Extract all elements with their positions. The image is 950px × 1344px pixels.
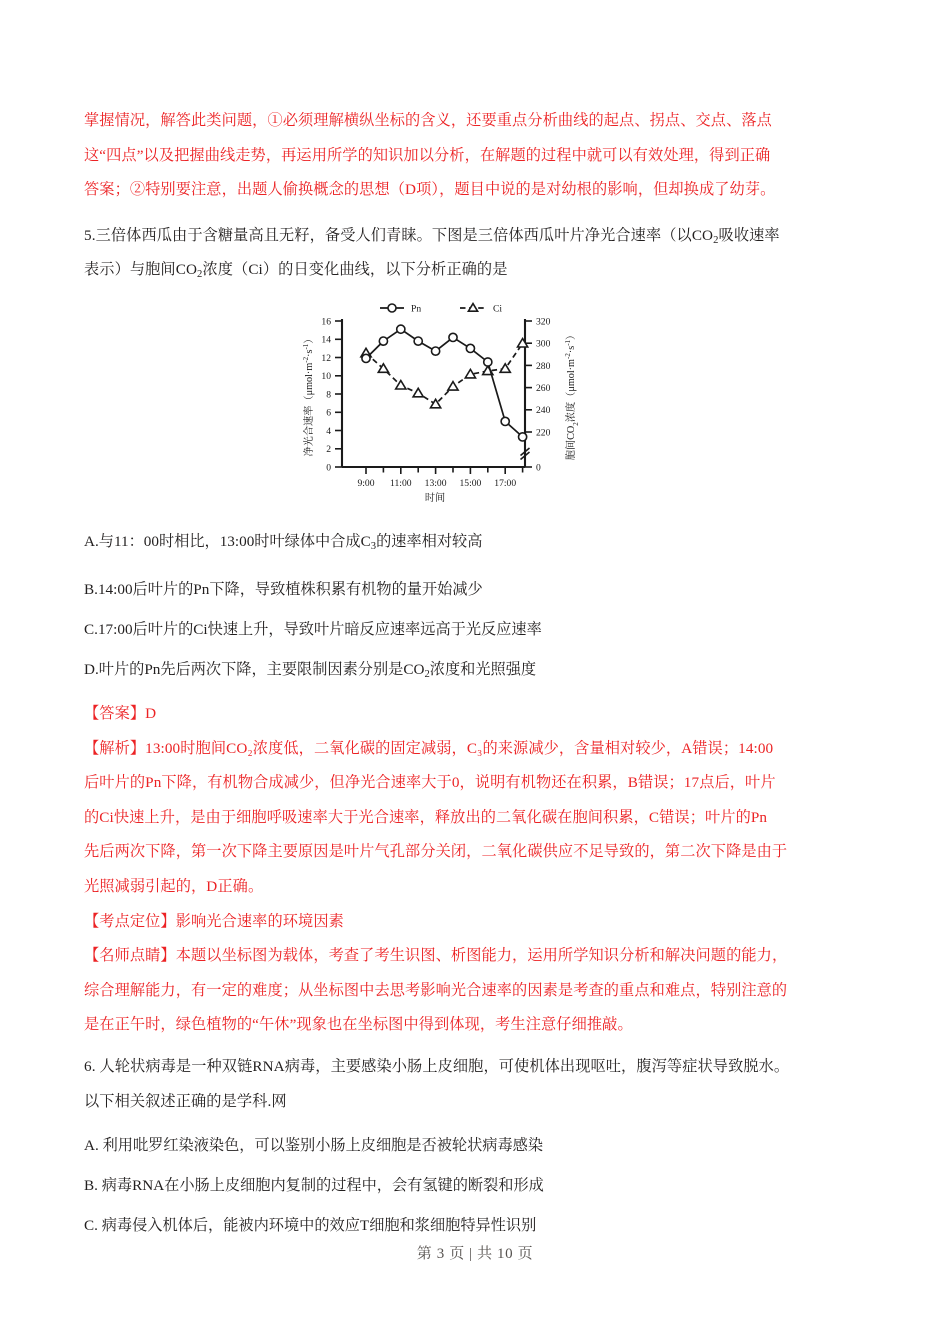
option-d-text-tail: 浓度和光照强度 <box>429 660 537 678</box>
option-d-label: D. <box>84 660 99 678</box>
q5-co2-formula: $CO_2$ <box>691 226 719 246</box>
question-5-kaodian <box>84 905 870 940</box>
mingshi-line-3: 是在正午时，绿色植物的“午休”现象也在坐标图中得到体现，考生注意仔细推敲。 <box>84 1016 633 1034</box>
option-c-text: 17:00后叶片的Ci快速上升，导致叶片暗反应速率远高于光反应速率 <box>97 620 542 638</box>
question-6-option-b <box>84 1166 870 1206</box>
svg-text:320: 320 <box>536 316 551 328</box>
svg-text:4: 4 <box>326 425 331 437</box>
x-axis-title: 时间 <box>424 492 446 504</box>
svg-text:2: 2 <box>326 444 331 456</box>
option-a-text: 与11：00时相比，13:00时叶绿体中合成C <box>98 532 371 550</box>
xtick-label: 13:00 <box>424 477 447 489</box>
svg-text:0: 0 <box>536 462 541 474</box>
chart-svg <box>280 295 592 507</box>
option-d-text: 叶片的Pn先后两次下降，主要限制因素分别是CO <box>98 660 425 678</box>
kaodian-text: 影响光合速率的环境因素 <box>175 912 344 930</box>
svg-text:240: 240 <box>536 405 551 417</box>
top-commentary-block <box>84 104 870 208</box>
kaodian-label: 【考点定位】 <box>84 912 176 930</box>
question-5-option-d <box>84 653 870 686</box>
q6-option-a-text: 利用吡罗红染液染色，可以鉴别小肠上皮细胞是否被轮状病毒感染 <box>102 1137 543 1155</box>
svg-text:16: 16 <box>321 316 331 328</box>
right-y-axis-title: 胞间$CO_2$浓度$(\mu mol\cdot m^{-2}\cdot s^{-1})$ <box>564 329 580 461</box>
question-6-stem-line-2: 以下相关叙述正确的是学科.网 <box>84 1092 287 1110</box>
xtick-label: 17:00 <box>494 477 517 489</box>
figure-container <box>84 295 870 507</box>
svg-text:220: 220 <box>536 427 551 439</box>
option-a-sub: 3 <box>370 540 377 552</box>
q6-option-c-text: 病毒侵入机体后，能被内环境中的效应T细胞和浆细胞特异性识别 <box>101 1217 537 1235</box>
question-5-mingshi <box>84 939 870 1043</box>
question-5-options <box>84 522 870 686</box>
option-c-label: C. <box>84 620 98 638</box>
left-y-axis-title: 净光合速率$(\mu mol\cdot m^{-2}\cdot s^{-1})$ <box>302 333 315 457</box>
commentary-line: 掌握情况，解答此类问题，①必须理解横纵坐标的含义，还要重点分析曲线的起点、拐点、交点、落点 <box>84 112 772 129</box>
option-b-text: 14:00后叶片的Pn下降，导致植株积累有机物的量开始减少 <box>97 580 483 598</box>
q6-option-c-label: C. <box>84 1217 98 1235</box>
q5-stem-text-b: 吸收速率 <box>718 226 780 244</box>
answer-value: D <box>145 704 157 722</box>
option-d-sub: 2 <box>424 668 430 680</box>
page-content <box>84 104 870 1246</box>
analysis-label: 【解析】 <box>84 739 146 757</box>
mingshi-text: 本题以坐标图为载体，考查了考生识图、析图能力，运用所学知识分析和解决问题的能力， <box>175 947 788 965</box>
option-a-label: A. <box>84 532 99 550</box>
xtick-label: 15:00 <box>459 477 482 489</box>
q5-co2-formula: $CO_2$ <box>175 261 203 281</box>
page-footer: 第 3 页 | 共 10 页 <box>416 1246 534 1262</box>
mingshi-line-2: 综合理解能力，有一定的难度；从坐标图中去思考影响光合速率的因素是考查的重点和难点，特别注意的 <box>84 981 788 999</box>
svg-text:8: 8 <box>326 389 331 401</box>
answer-label: 【答案】 <box>84 704 146 722</box>
xtick-label: 11:00 <box>390 477 412 489</box>
q5-stem2-text-a: 表示）与胞间 <box>84 261 176 279</box>
svg-text:10: 10 <box>321 371 331 383</box>
commentary-line: 答案；②特别要注意，出题人偷换概念的思想（D项），题目中说的是对幼根的影响，但却换成了幼芽。 <box>84 181 776 199</box>
q6-option-a-label: A. <box>84 1137 99 1155</box>
option-a-text-tail: 的速率相对较高 <box>376 532 483 550</box>
commentary-line: 这“四点”以及把握曲线走势，再运用所学的知识加以分析，在解题的过程中就可以有效处理，得到正确 <box>84 146 771 164</box>
svg-text:260: 260 <box>536 382 551 394</box>
svg-text:300: 300 <box>536 338 551 350</box>
question-6-option-a <box>84 1126 870 1166</box>
question-5-option-b <box>84 573 870 606</box>
legend-label-pn: Pn <box>411 303 422 315</box>
svg-text:6: 6 <box>326 407 331 419</box>
question-5-stem-line-1 <box>84 219 870 254</box>
analysis-line-4: 先后两次下降，第一次下降主要原因是叶片气孔部分关闭，二氧化碳供应不足导致的，第二次下降是由于 <box>84 843 788 861</box>
analysis-line-5: 光照减弱引起的，D正确。 <box>84 877 264 895</box>
svg-text:14: 14 <box>321 334 331 346</box>
q5-stem-text-a: 5.三倍体西瓜由于含糖量高且无籽，备受人们青睐。下图是三倍体西瓜叶片净光合速率（以 <box>84 226 692 244</box>
question-6-stem-line-1: 6. 人轮状病毒是一种双链RNA病毒，主要感染小肠上皮细胞，可使机体出现呕吐，腹泻等症状导致脱水。 <box>84 1057 790 1075</box>
mingshi-line-1 <box>84 939 870 974</box>
question-6 <box>84 1050 870 1246</box>
mingshi-label: 【名师点睛】 <box>84 947 176 965</box>
svg-text:280: 280 <box>536 360 551 372</box>
legend-label-ci: Ci <box>493 303 503 315</box>
svg-text:12: 12 <box>321 352 331 364</box>
pn-ci-diurnal-chart <box>280 295 592 507</box>
question-5-answer <box>84 697 870 732</box>
question-5-stem-line-2 <box>84 253 870 288</box>
analysis-line-1 <box>84 732 870 767</box>
question-5-stem <box>84 219 870 288</box>
q6-option-b-text: 病毒RNA在小肠上皮细胞内复制的过程中，会有氢键的断裂和形成 <box>101 1177 544 1195</box>
q6-option-b-label: B. <box>84 1177 98 1195</box>
question-5-analysis <box>84 732 870 905</box>
analysis-text: 13:00时胞间CO₂浓度低，二氧化碳的固定减弱，C₃的来源减少，含量相对较少，A错误；14:00 <box>145 739 774 757</box>
analysis-line-3: 的Ci快速上升，是由于细胞呼吸速率大于光合速率，释放出的二氧化碳在胞间积累，C错误；叶片的Pn <box>84 808 768 826</box>
analysis-line-2: 后叶片的Pn下降，有机物合成减少，但净光合速率大于0，说明有机物还在积累，B错误；17点后，叶片 <box>84 774 776 792</box>
xtick-label: 9:00 <box>357 477 375 489</box>
option-b-label: B. <box>84 580 98 598</box>
question-5-option-c <box>84 613 870 646</box>
svg-text:0: 0 <box>326 462 331 474</box>
q5-stem2-text-b: 浓度（Ci）的日变化曲线，以下分析正确的是 <box>202 261 508 279</box>
question-5-option-a <box>84 522 870 562</box>
question-6-option-c <box>84 1206 870 1246</box>
